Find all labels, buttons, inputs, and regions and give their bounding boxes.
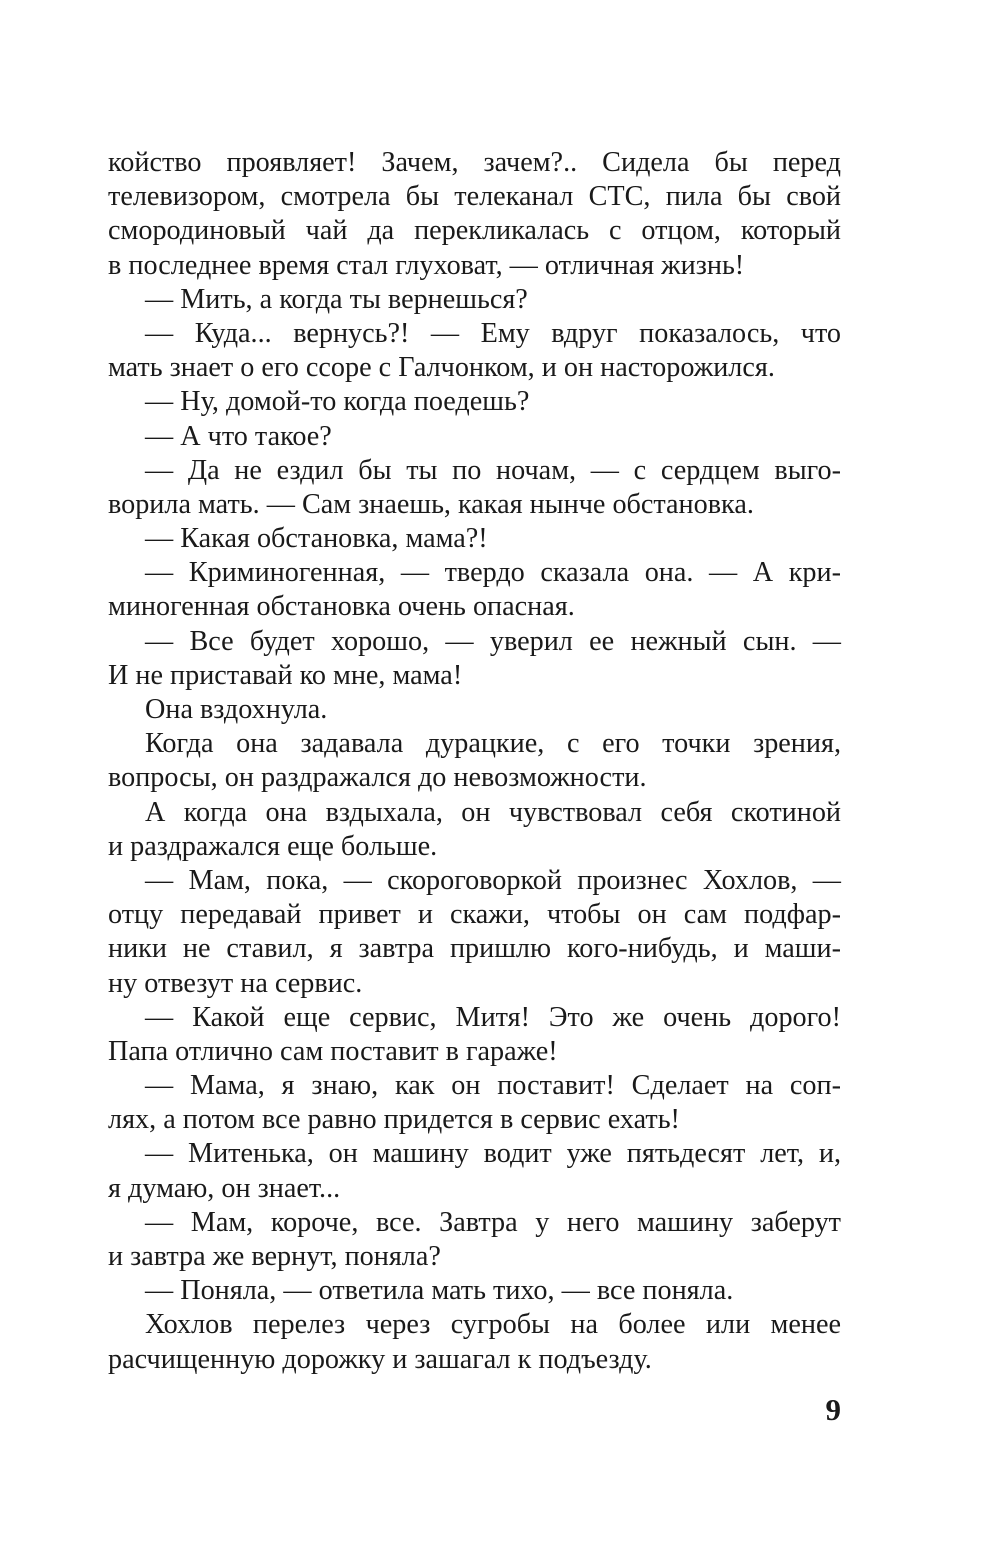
text-line: койство проявляет! Зачем, зачем?.. Сидела бы перед — [108, 147, 841, 178]
text-line: — Куда... вернусь?! — Ему вдруг показалось, что — [145, 317, 841, 349]
text-line: — Мам, пока, — скороговоркой произнес Хохлов, — — [145, 864, 841, 896]
text-line: — Поняла, — ответила мать тихо, — все поняла. — [145, 1275, 734, 1307]
text-line: телевизором, смотрела бы телеканал СТС, пила бы свой — [108, 181, 841, 213]
text-line: вопросы, он раздражался до невозможности. — [108, 762, 647, 794]
text-line: — Мить, а когда ты вернешься? — [145, 283, 528, 315]
text-line: Папа отлично сам поставит в гараже! — [108, 1035, 558, 1067]
text-line: смородиновый чай да перекликалась с отцом, который — [108, 215, 841, 247]
text-line: А когда она вздыхала, он чувствовал себя скотиной — [145, 796, 841, 828]
text-line: расчищенную дорожку и зашагал к подъезду. — [108, 1343, 652, 1375]
text-line: и завтра же вернут, поняла? — [108, 1241, 441, 1272]
text-line: — Митенька, он машину водит уже пятьдесят лет, и, — [145, 1138, 841, 1170]
text-line: — Какая обстановка, мама?! — [145, 523, 488, 555]
text-line: Хохлов перелез через сугробы на более или менее — [145, 1309, 841, 1341]
text-line: и раздражался еще больше. — [108, 830, 438, 862]
text-line: — Ну, домой-то когда поедешь? — [145, 386, 530, 418]
text-line: ну отвезут на сервис. — [108, 967, 363, 999]
text-line: мать знает о его ссоре с Галчонком, и он насторожился. — [108, 352, 775, 384]
text-line: — Все будет хорошо, — уверил ее нежный сын. — — [145, 625, 841, 657]
text-line: миногенная обстановка очень опасная. — [108, 591, 575, 623]
text-line: — А что такое? — [145, 420, 332, 452]
text-line: ворила мать. — Сам знаешь, какая нынче обстановка. — [108, 488, 754, 520]
text-line: — Мама, я знаю, как он поставит! Сделает на соп- — [145, 1070, 841, 1102]
text-line: Когда она задавала дурацкие, с его точки зрения, — [145, 728, 841, 760]
text-line: — Криминогенная, — твердо сказала она. — А кри- — [145, 557, 841, 589]
page-number: 9 — [825, 1392, 841, 1427]
text-line: ники не ставил, я завтра пришлю кого-нибудь, и маши- — [108, 933, 841, 965]
text-line: — Да не ездил бы ты по ночам, — с сердцем выго- — [145, 454, 841, 486]
text-line: — Мам, короче, все. Завтра у него машину заберут — [145, 1206, 841, 1238]
text-line: — Какой еще сервис, Митя! Это же очень дорого! — [145, 1001, 841, 1033]
text-line: в последнее время стал глуховат, — отличная жизнь! — [108, 249, 745, 281]
text-line: И не приставай ко мне, мама! — [108, 659, 463, 691]
text-line: Она вздохнула. — [145, 694, 328, 725]
text-line: я думаю, он знает... — [108, 1172, 341, 1204]
text-line: лях, а потом все равно придется в сервис ехать! — [108, 1104, 680, 1136]
text-line: отцу передавай привет и скажи, чтобы он сам подфар- — [108, 899, 841, 931]
body-text — [108, 146, 841, 1377]
